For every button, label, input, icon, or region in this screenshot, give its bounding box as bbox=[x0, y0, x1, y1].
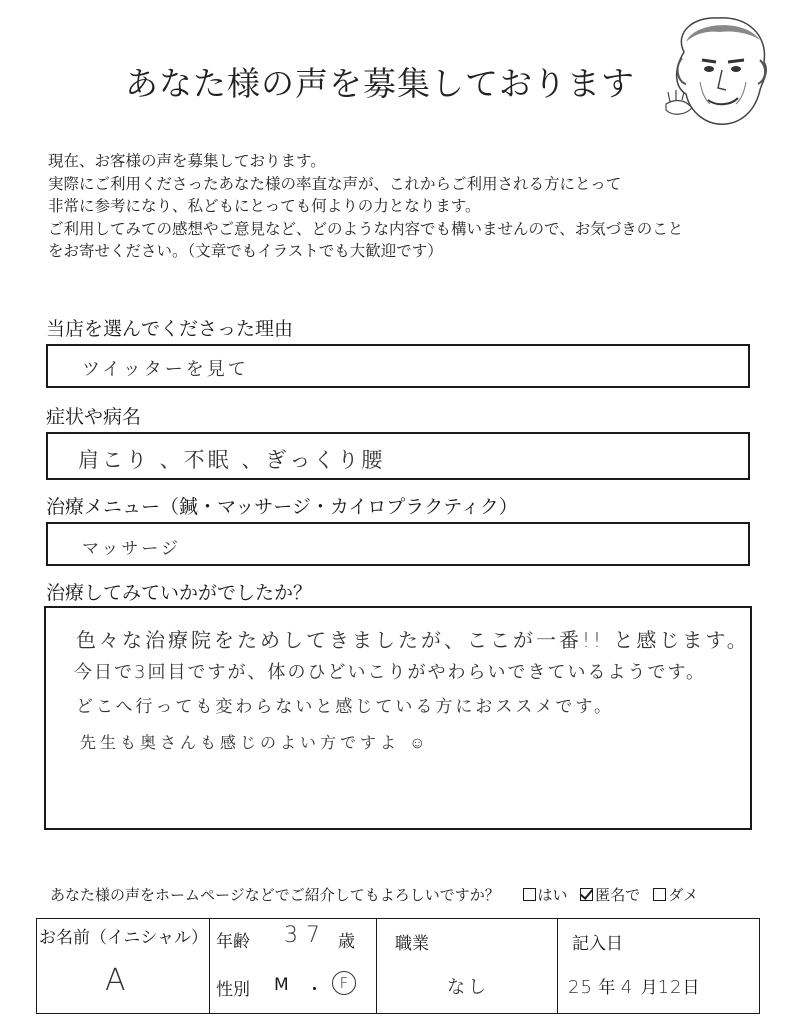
circled-selection: F bbox=[332, 971, 356, 995]
menu-answer: マッサージ bbox=[82, 539, 181, 559]
date-cell[interactable] bbox=[558, 919, 760, 1014]
impressions-line: 先生も奥さんも感じのよい方ですよ ☺ bbox=[80, 733, 430, 752]
age-unit: 歳 bbox=[338, 932, 355, 952]
checkbox-icon[interactable] bbox=[523, 888, 536, 901]
menu-label: 治療メニュー（鍼・マッサージ・カイロプラクティク） bbox=[46, 496, 518, 518]
date-value bbox=[568, 973, 699, 998]
date-day: 12 bbox=[657, 977, 683, 998]
date-label: 記入日 bbox=[572, 934, 623, 954]
reason-answer-box[interactable] bbox=[46, 344, 750, 388]
job-cell[interactable] bbox=[377, 919, 558, 1014]
consent-option-yes[interactable]: はい bbox=[523, 886, 568, 904]
age-label: 年齢 bbox=[216, 932, 250, 952]
intro-line: をお寄せください。（文章でもイラストでも大歓迎です） bbox=[48, 242, 443, 260]
intro-line: ご利用してみての感想やご意見など、どのような内容でも構いませんので、お気づきのこと bbox=[48, 219, 684, 238]
impressions-line: どこへ行っても変わらないと感じている方におススメです。 bbox=[76, 697, 614, 717]
checkbox-checked-icon[interactable] bbox=[580, 888, 593, 901]
gender-separator: ・ bbox=[306, 980, 323, 1000]
gender-option-m[interactable]: M bbox=[274, 975, 289, 995]
job-value: なし bbox=[447, 977, 489, 998]
age-value: 37 bbox=[284, 923, 328, 948]
respondent-info-table bbox=[36, 918, 760, 1014]
impressions-label: 治療してみていかがでしたか？ bbox=[46, 582, 313, 604]
intro-text bbox=[48, 150, 768, 263]
intro-line: 実際にご利用くださったあなた様の率直な声が、これからご利用される方にとって bbox=[48, 174, 622, 193]
gender-label: 性別 bbox=[216, 980, 250, 1000]
consent-option-no[interactable]: ダメ bbox=[653, 886, 698, 904]
age-gender-cell[interactable] bbox=[210, 919, 377, 1014]
impressions-line: 今日で3回目ですが、体のひどいこりがやわらいできているようです。 bbox=[74, 662, 707, 683]
date-year: 25 bbox=[568, 977, 593, 998]
impressions-line: 色々な治療院をためしてきましたが、ここが一番!! と感じます。 bbox=[76, 628, 750, 652]
name-value: A bbox=[105, 963, 129, 998]
name-cell[interactable] bbox=[37, 919, 210, 1014]
date-year-unit: 年 bbox=[598, 978, 616, 998]
job-label: 職業 bbox=[395, 934, 429, 954]
name-label: お名前（イニシャル） bbox=[39, 928, 208, 948]
symptoms-label: 症状や病名 bbox=[46, 406, 142, 428]
consent-option-anonymous[interactable]: 匿名で bbox=[580, 886, 640, 904]
menu-answer-box[interactable] bbox=[46, 522, 750, 566]
staff-portrait-illustration bbox=[664, 12, 776, 130]
date-month: 4 bbox=[620, 977, 636, 998]
intro-line: 非常に参考になり、私どもにとっても何よりの力となります。 bbox=[48, 197, 481, 215]
consent-question: あなた様の声をホームページなどでご紹介してもよろしいですか？ bbox=[50, 886, 500, 904]
checkbox-icon[interactable] bbox=[653, 888, 666, 901]
date-month-unit: 月 bbox=[640, 978, 658, 998]
intro-line: 現在、お客様の声を募集しております。 bbox=[48, 152, 326, 170]
gender-option-f[interactable] bbox=[332, 971, 356, 995]
reason-label: 当店を選んでくださった理由 bbox=[46, 318, 294, 340]
consent-row bbox=[50, 884, 698, 905]
page-title: あなた様の声を募集しております bbox=[125, 64, 635, 103]
symptoms-answer-box[interactable] bbox=[46, 432, 750, 480]
date-day-unit: 日 bbox=[682, 978, 700, 998]
reason-answer: ツイッターを見て bbox=[82, 359, 249, 380]
impressions-answer-box[interactable] bbox=[44, 606, 752, 830]
symptoms-answer: 肩こり 、不眠 、ぎっくり腰 bbox=[78, 448, 386, 472]
